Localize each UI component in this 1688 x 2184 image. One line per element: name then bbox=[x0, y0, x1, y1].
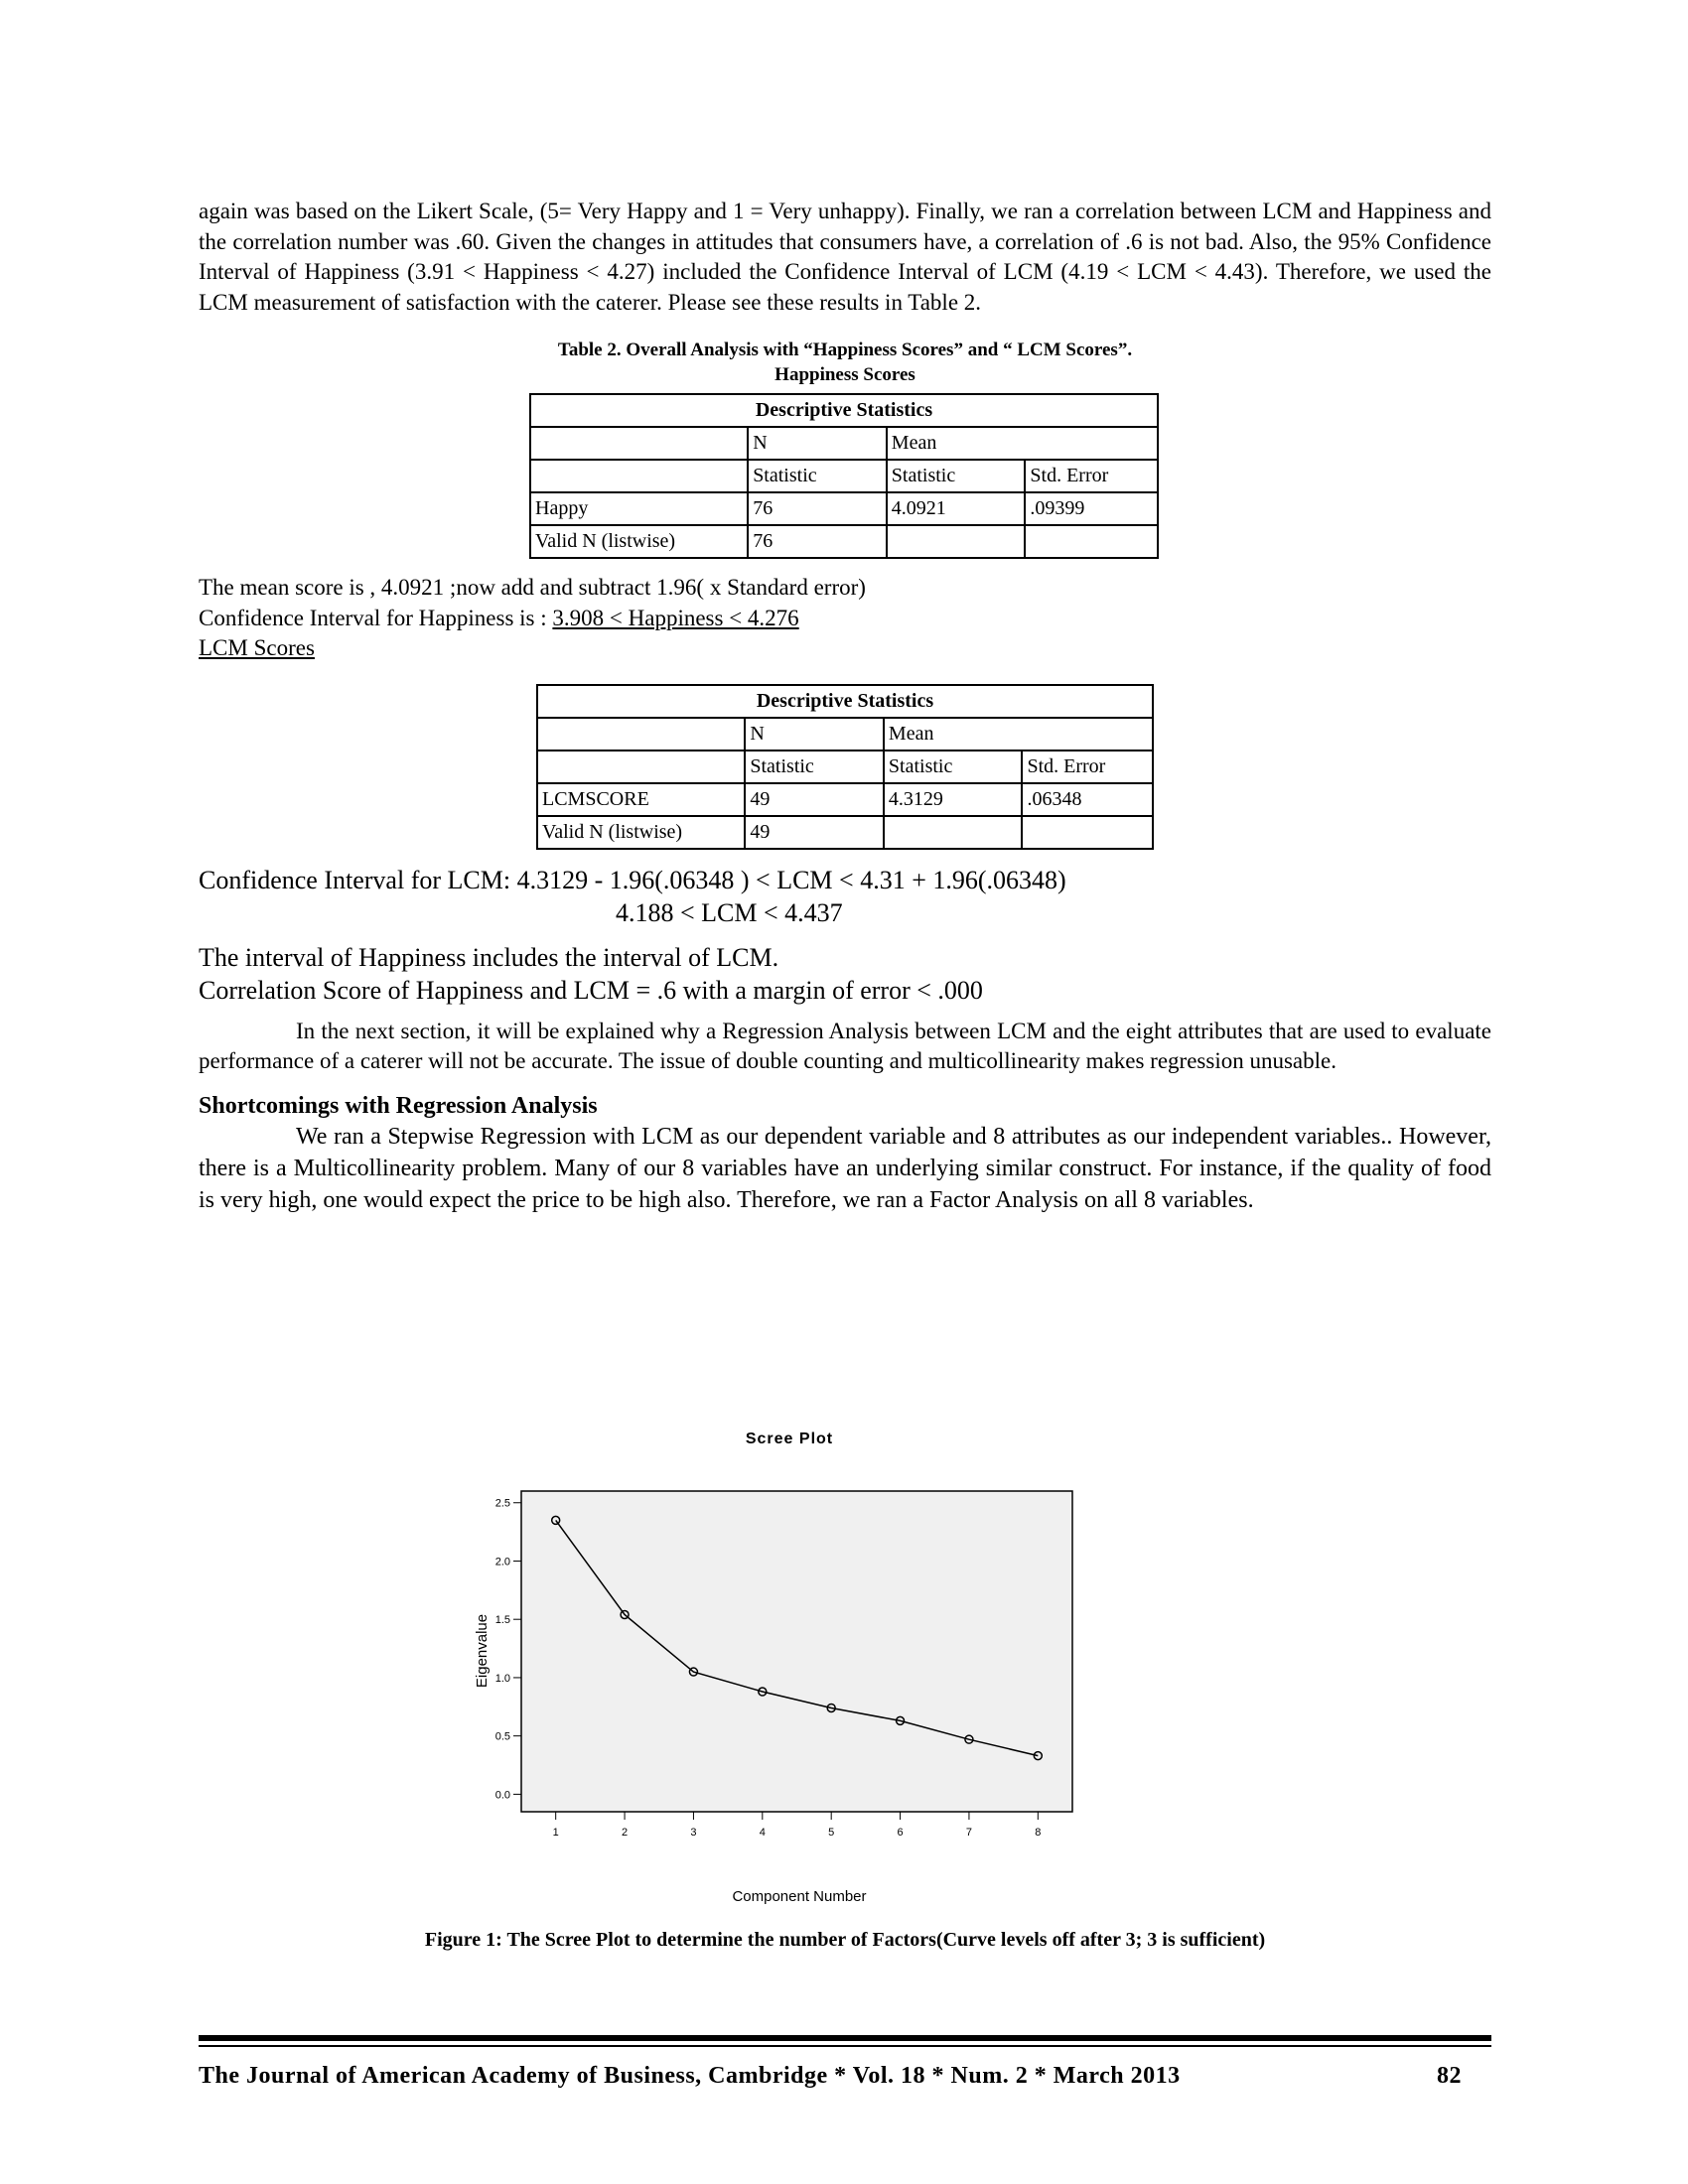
next-section-paragraph: In the next section, it will be explained why a Regression Analysis between LCM and the eight attributes that are used to evaluate performance of a caterer will not be accurate. The issue of double counting and multicollinearity makes regression unusable. bbox=[199, 1018, 1491, 1073]
column-header-n: N bbox=[748, 427, 887, 460]
happiness-ci-block bbox=[199, 573, 1491, 664]
column-header-mean: Mean bbox=[884, 718, 1153, 751]
y-tick-label: 0.5 bbox=[494, 1730, 510, 1743]
plot-area bbox=[521, 1491, 1072, 1812]
y-tick-label: 0.0 bbox=[494, 1789, 510, 1802]
table-title: Descriptive Statistics bbox=[530, 394, 1158, 427]
table-title-row bbox=[530, 394, 1158, 427]
x-axis-label: Component Number bbox=[732, 1888, 867, 1905]
table-row bbox=[530, 492, 1158, 525]
table-subheader-row bbox=[530, 460, 1158, 492]
y-tick-label: 2.0 bbox=[494, 1556, 510, 1569]
footer-rule bbox=[199, 2035, 1491, 2041]
conclusion-block bbox=[199, 941, 1491, 1007]
table-title: Descriptive Statistics bbox=[537, 685, 1153, 718]
page-content bbox=[199, 197, 1491, 1216]
y-tick-label: 1.5 bbox=[494, 1614, 510, 1627]
column-header-mean: Mean bbox=[887, 427, 1158, 460]
interval-line: The interval of Happiness includes the interval of LCM. bbox=[199, 942, 779, 972]
x-tick-label: 4 bbox=[759, 1827, 766, 1839]
row-label: Happy bbox=[530, 492, 748, 525]
y-tick-label: 1.0 bbox=[494, 1672, 510, 1685]
x-axis bbox=[553, 1812, 1042, 1839]
footer bbox=[199, 2063, 1491, 2090]
table-cell bbox=[537, 718, 745, 751]
footer-rule bbox=[199, 2045, 1491, 2047]
column-header-n: N bbox=[745, 718, 884, 751]
row-label: Valid N (listwise) bbox=[530, 525, 748, 558]
table-row bbox=[537, 783, 1153, 816]
row-label: LCMSCORE bbox=[537, 783, 745, 816]
x-tick-label: 6 bbox=[897, 1827, 904, 1839]
table-cell bbox=[530, 460, 748, 492]
journal-citation: The Journal of American Academy of Business, Cambridge * Vol. 18 * Num. 2 * March 2013 bbox=[199, 2063, 1181, 2089]
table-title-row bbox=[537, 685, 1153, 718]
cell-n: 49 bbox=[745, 783, 884, 816]
scree-plot bbox=[457, 1415, 1142, 1921]
y-axis-label: Eigenvalue bbox=[474, 1613, 491, 1689]
subheader-statistic: Statistic bbox=[887, 460, 1026, 492]
lcm-ci-line: Confidence Interval for LCM: 4.3129 - 1.96(.06348 ) < LCM < 4.31 + 1.96(.06348) bbox=[199, 865, 1066, 894]
intro-paragraph: again was based on the Likert Scale, (5= Very Happy and 1 = Very unhappy). Finally, we ran a correlation between LCM and Happiness and the correlation number was .60. Given the changes in attitudes that consumers have, a correlation of .6 is not bad. Also, the 95% Confidence Interval of Happiness (3.91 < Happiness < 4.27) included the Confidence Interval of LCM (4.19 < LCM < 4.43). Therefore, we used the LCM measurement of satisfaction with the caterer. Please see these results in Table 2. bbox=[199, 199, 1491, 315]
mean-score-line: The mean score is , 4.0921 ;now add and subtract 1.96( x Standard error) bbox=[199, 575, 866, 600]
subheader-statistic: Statistic bbox=[884, 751, 1023, 783]
cell-std-error bbox=[1022, 816, 1153, 849]
cell-n: 76 bbox=[748, 492, 887, 525]
table-subheader-row bbox=[537, 751, 1153, 783]
lcm-scores-heading: LCM Scores bbox=[199, 635, 315, 660]
cell-mean bbox=[884, 816, 1023, 849]
table-cell bbox=[537, 751, 745, 783]
x-tick-label: 5 bbox=[828, 1827, 835, 1839]
lcm-stats-table bbox=[536, 684, 1154, 850]
cell-n: 49 bbox=[745, 816, 884, 849]
chart-title: Scree Plot bbox=[745, 1431, 834, 1447]
table-2-subcaption: Happiness Scores bbox=[774, 364, 915, 385]
lcm-ci-result: 4.188 < LCM < 4.437 bbox=[616, 897, 843, 927]
y-tick-label: 2.5 bbox=[494, 1497, 510, 1510]
shortcomings-paragraph: We ran a Stepwise Regression with LCM as our dependent variable and 8 attributes as our independent variables.. However, there is a Multicollinearity problem. Many of our 8 variables have an underlying similar construct. For instance, if the quality of food is very high, one would expect the price to be high also. Therefore, we ran a Factor Analysis on all 8 variables. bbox=[199, 1123, 1491, 1213]
cell-std-error bbox=[1025, 525, 1158, 558]
cell-mean bbox=[887, 525, 1026, 558]
subheader-std-error: Std. Error bbox=[1025, 460, 1158, 492]
x-tick-label: 2 bbox=[622, 1827, 629, 1839]
row-label: Valid N (listwise) bbox=[537, 816, 745, 849]
x-tick-label: 1 bbox=[552, 1827, 559, 1839]
subheader-statistic: Statistic bbox=[745, 751, 884, 783]
y-axis bbox=[495, 1498, 521, 1802]
figure-caption: Figure 1: The Scree Plot to determine the number of Factors(Curve levels off after 3; 3 is sufficient) bbox=[424, 1929, 1266, 1951]
table-2-caption-block bbox=[199, 338, 1491, 387]
x-tick-label: 8 bbox=[1035, 1827, 1042, 1839]
cell-std-error: .09399 bbox=[1025, 492, 1158, 525]
cell-mean: 4.3129 bbox=[884, 783, 1023, 816]
cell-mean: 4.0921 bbox=[887, 492, 1026, 525]
happiness-ci-label: Confidence Interval for Happiness is : bbox=[199, 605, 547, 630]
subheader-statistic: Statistic bbox=[748, 460, 887, 492]
subheader-std-error: Std. Error bbox=[1022, 751, 1153, 783]
x-tick-label: 3 bbox=[690, 1827, 697, 1839]
table-header-row bbox=[530, 427, 1158, 460]
correlation-line: Correlation Score of Happiness and LCM = .6 with a margin of error < .000 bbox=[199, 975, 983, 1005]
page-number: 82 bbox=[1437, 2063, 1462, 2089]
cell-std-error: .06348 bbox=[1022, 783, 1153, 816]
table-cell bbox=[530, 427, 748, 460]
table-row bbox=[537, 816, 1153, 849]
lcm-ci-block bbox=[199, 864, 1491, 929]
table-row bbox=[530, 525, 1158, 558]
happiness-stats-table bbox=[529, 393, 1159, 559]
x-tick-label: 7 bbox=[965, 1827, 972, 1839]
happiness-ci-value: 3.908 < Happiness < 4.276 bbox=[552, 605, 799, 630]
table-header-row bbox=[537, 718, 1153, 751]
table-2-caption: Table 2. Overall Analysis with “Happiness Scores” and “ LCM Scores”. bbox=[557, 340, 1133, 360]
section-heading: Shortcomings with Regression Analysis bbox=[199, 1092, 598, 1119]
cell-n: 76 bbox=[748, 525, 887, 558]
happiness-ci-line bbox=[199, 604, 1491, 634]
